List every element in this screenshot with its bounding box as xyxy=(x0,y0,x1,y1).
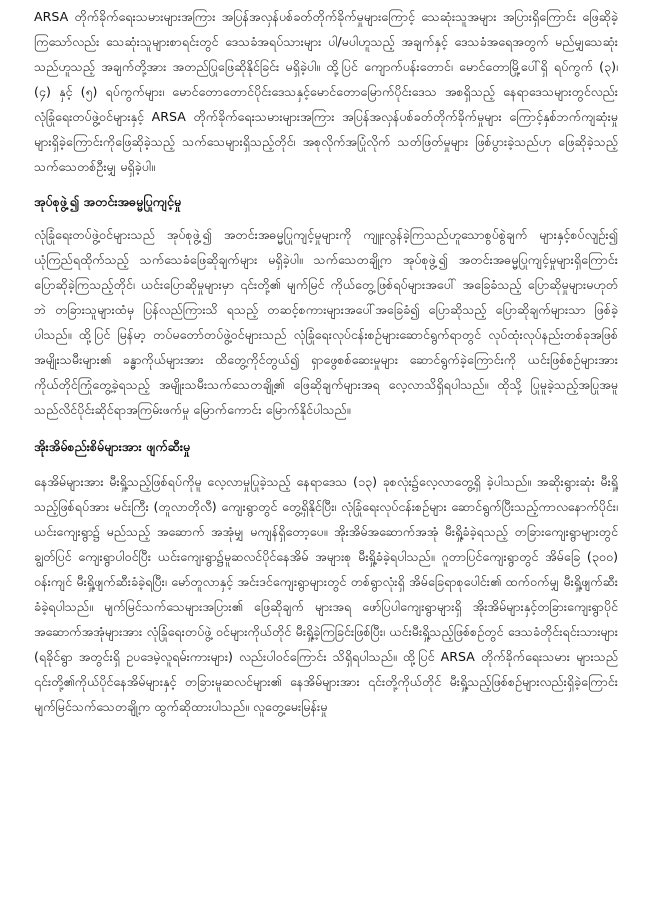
section-heading-gang-rape: အုပ်စုဖွဲ့၍ အတင်းအဓမ္မပြုကျင့်မှု xyxy=(34,194,182,209)
section-heading-property-destruction: အိုးအိမ်စည်းစိမ်များအား ဖျက်ဆီးမှု xyxy=(34,439,191,454)
paragraph-testimony-crossfire: ARSA တိုက်ခိုက်ရေးသမားများအကြား အပြန်အလှန်ပစ်ခတ်တိုက်ခိုက်မှုများကြောင့် သေဆုံးသူအများ အပြားရှိကြောင်း ဖြေဆိုခဲ့ကြသော်လည်း သေဆုံးသူများစာရင်းတွင် ဒေသခံအရပ်သားများ ပါ/မပါဟူသည့် အချက်နှင့် ဒေသခံအရေအတွက် မည်မျှသေဆုံးသည်ဟူသည့် အချက်တို့အား အတည်ပြုဖြေဆိုနိုင်ခြင်း မရှိခဲ့ပါ။ ထို့ပြင် ကျောက်ပန်းတောင်၊ မောင်တောမြို့ပေါ်ရှိ ရပ်ကွက် (၃)၊ (၄) နှင့် (၅) ရပ်ကွက်များ၊ မောင်တောတောင်ပိုင်းဒေသနှင့်မောင်တောမြောက်ပိုင်းဒေသ အစရှိသည့် နေရာဒေသများတွင်လည်း လုံခြုံရေးတပ်ဖွဲ့ဝင်များနှင့် ARSA တိုက်ခိုက်ရေးသမားများအကြား အပြန်အလှန်ပစ်ခတ်တိုက်ခိုက်မှုများ ကြောင့်နှစ်ဘက်ကျဆုံးမှုများရှိခဲ့ကြောင်းကိုဖြေဆိုခဲ့သည့် သက်သေများရှိသည့်တိုင်၊ အစုလိုက်အပြုံလိုက် သတ်ဖြတ်မှုများ ဖြစ်ပွားခဲ့သည်ဟု ဖြေဆိုခဲ့သည့် သက်သေတစ်ဦးမျှ မရှိခဲ့ပါ။ xyxy=(34,9,618,174)
paragraph-gang-rape-allegations: လုံခြုံရေးတပ်ဖွဲ့ဝင်များသည် အုပ်စုဖွဲ့၍ အတင်းအဓမ္မပြုကျင့်မှုများကို ကျူးလွန်ခဲ့ကြသည်ဟူသောစွပ်စွဲချက် များနှင့်စပ်လျဉ်း၍ ယုံကြည်ရထိုက်သည့် သက်သေခံဖြေဆိုချက်များ မရှိခဲ့ပါ။ သက်သေတချို့က အုပ်စုဖွဲ့၍ အတင်းအဓမ္မပြုကျင့်မှုများရှိကြောင်း ပြောဆိုခဲ့ကြသည့်တိုင်၊ ယင်းပြောဆိုမှုများမှာ ၎င်းတို့၏ မျက်မြင် ကိုယ်တွေ့ဖြစ်ရပ်များအပေါ် အခြေခံသည့် ပြောဆိုမှုများမဟုတ်ဘဲ တခြားသူများထံမှ ပြန်လည်ကြားသိ ရသည့် တဆင့်စကားများအပေါ်အခြေခံ၍ ပြောဆိုသည့် ပြောဆိုချက်များသာ ဖြစ်ခဲ့ပါသည်။ ထို့ပြင် မြန်မာ့ တပ်မတော်တပ်ဖွဲ့ဝင်များသည် လုံခြုံရေးလုပ်ငန်းစဉ်များဆောင်ရွက်ရာတွင် လုပ်ထုံးလုပ်နည်းတစ်ခုအဖြစ် အမျိုးသမီးများ၏ ခန္ဓာကိုယ်များအား ထိတွေ့ကိုင်တွယ်၍ ရှာဖွေစစ်ဆေးမှုများ ဆောင်ရွက်ခဲ့ကြောင်းကို ယင်းဖြစ်စဉ်များအား ကိုယ်တိုင်ကြုံတွေ့ခဲ့ရသည့် အမျိုးသမီးသက်သေတချို့၏ ဖြေဆိုချက်များအရ လေ့လာသိရှိရပါသည်။ ထိုသို့ ပြုမူခဲ့သည့်အပြုအမူသည်လိင်ပိုင်းဆိုင်ရာအကြမ်းဖက်မှု မြောက်ကောင်း မြောက်နိုင်ပါသည်။ xyxy=(34,227,618,417)
paragraph-house-burning: နေအိမ်များအား မီးရှို့သည့်ဖြစ်ရပ်ကိုမူ လေ့လာမှုပြုခဲ့သည့် နေရာဒေသ (၁၃) ခုစလုံး၌လေ့လာတွေ့ရှိ ခဲ့ပါသည်။ အဆိုးရွားဆုံး မီးရှို့သည့်ဖြစ်ရပ်အား မင်းကြီး (တူလာတိုလီ) ကျေးရွာတွင် တွေ့ရှိနိုင်ပြီး၊ လုံခြုံရေးလုပ်ငန်းစဉ်များ ဆောင်ရွက်ပြီးသည့်ကာလနောက်ပိုင်း၊ ယင်းကျေးရွာ၌ မည်သည့် အဆောက် အအုံမျှ မကျန်ရှိတော့ပေ။ အိုးအိမ်အဆောက်အအုံ မီးရှို့ခံခဲ့ရသည့် တခြားကျေးရွာများတွင် ချွတ်ပြင် ကျေးရွာပါဝင်ပြီး ယင်းကျေးရွာ၌မူဆလင်ပိုင်နေအိမ် အများစု မီးရှို့ခံခဲ့ရပါသည်။ ဂူတာပြင်ကျေးရွာတွင် အိမ်ခြေ (၃၀၀) ဝန်းကျင် မီးရှို့ဖျက်ဆီးခံခဲ့ရပြီး၊ မော်တူလာနှင့် အင်းဒင်ကျေးရွာများတွင် တစ်ရွာလုံးရှိ အိမ်ခြေရာစုပေါင်း၏ ထက်ဝက်မျှ မီးရှို့ဖျက်ဆီးခံခဲ့ရပါသည်။ မျက်မြင်သက်သေများအပြား၏ ဖြေဆိုချက် များအရ ဖော်ပြပါကျေးရွာများရှိ အိုးအိမ်များနှင့်တခြားကျေးရွာပိုင်အဆောက်အအုံများအား လုံခြုံရေးတပ်ဖွဲ့ ဝင်များကိုယ်တိုင် မီးရှို့ခဲ့ကြခြင်းဖြစ်ပြီး၊ ယင်းမီးရှို့သည့်ဖြစ်စဉ်တွင် ဒေသခံတိုင်းရင်းသားများ (ရခိုင်ရွာ အတွင်းရှိ ဥပဒေမဲ့လူရမ်းကားများ) လည်းပါဝင်ကြောင်း သိရှိရပါသည်။ ထို့ပြင် ARSA တိုက်ခိုက်ရေးသမား များသည် ၎င်းတို့၏ကိုယ်ပိုင်နေအိမ်များနှင့် တခြားမူဆလင်များ၏ နေအိမ်များအား ၎င်းတို့ကိုယ်တိုင် မီးရှို့သည့်ဖြစ်စဉ်များလည်းရှိခဲ့ကြောင်း မျက်မြင်သက်သေတချို့က ထွက်ဆိုထားပါသည်။ လူတွေ့မေးမြန်းမှု xyxy=(34,474,618,714)
document-page xyxy=(34,4,618,896)
